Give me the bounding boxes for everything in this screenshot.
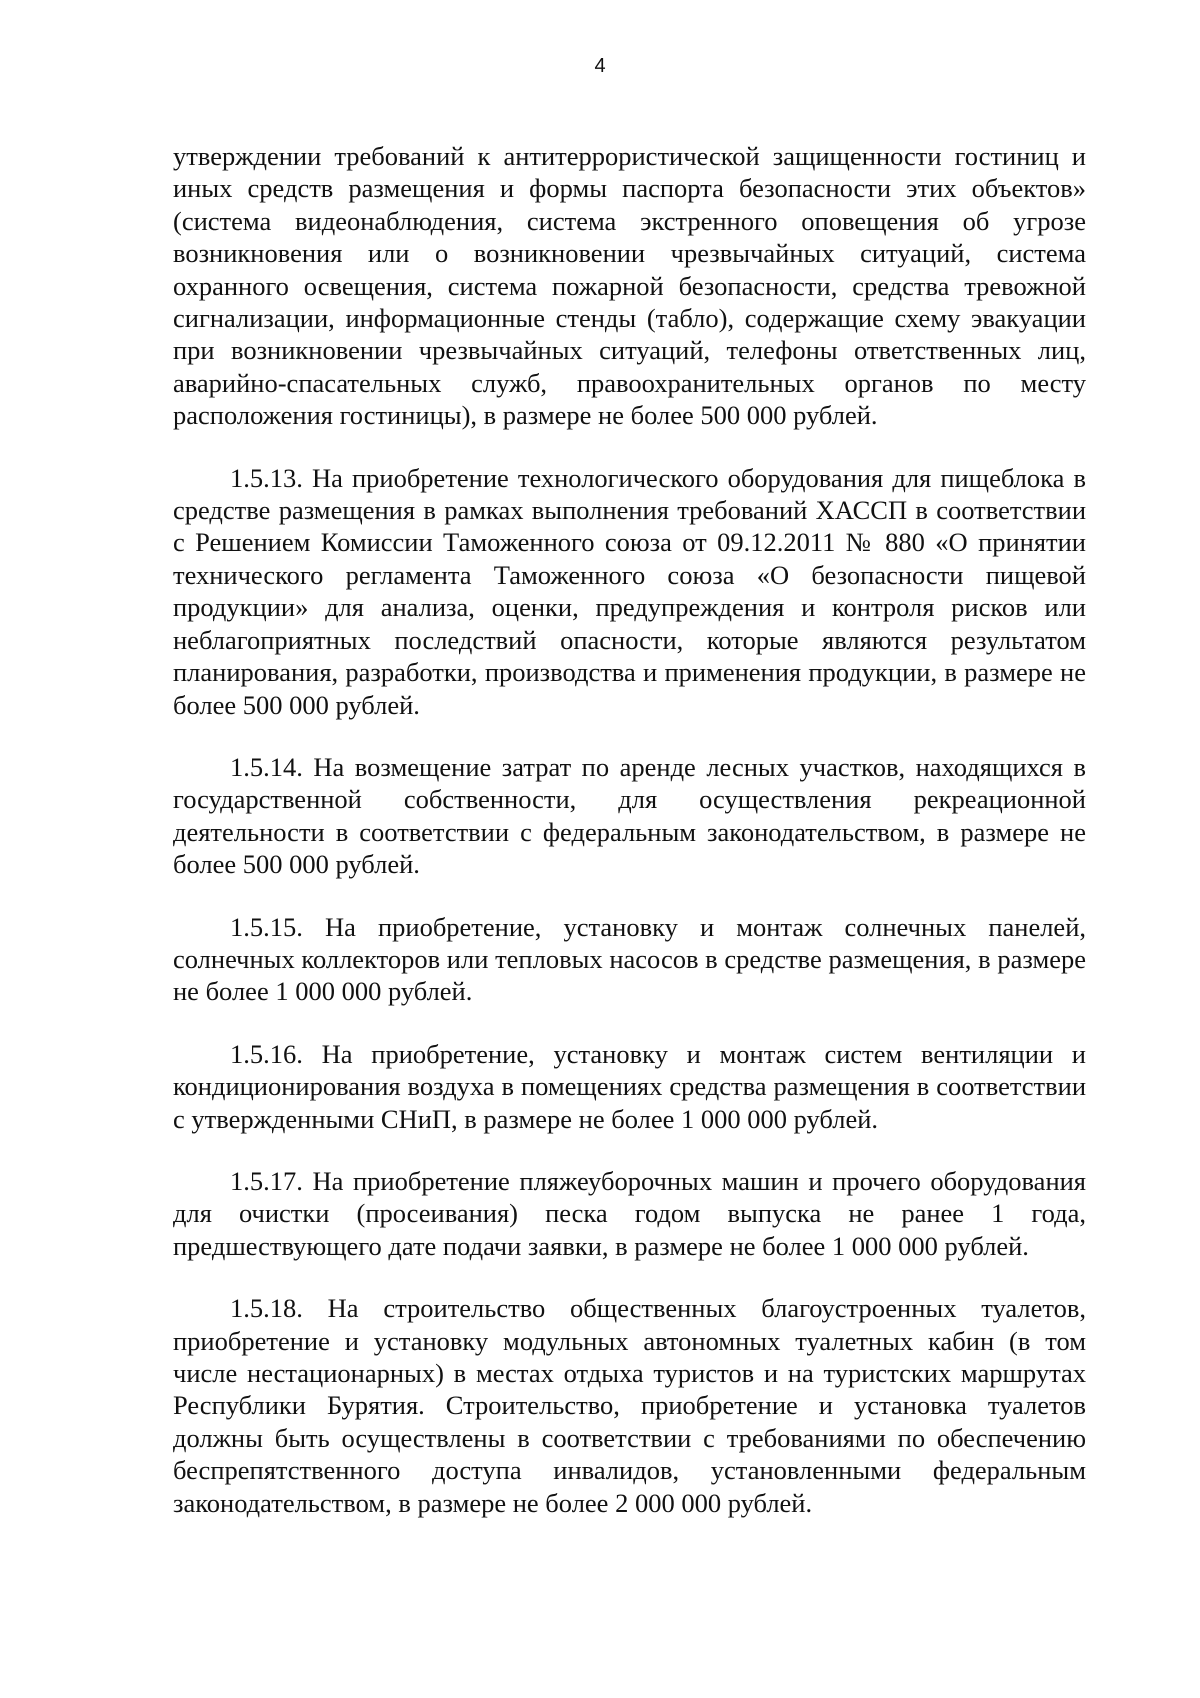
document-body xyxy=(173,140,1086,1549)
paragraph-1-5-16: 1.5.16. На приобретение, установку и монтаж систем вентиляции и кондиционирования воздуха в помещениях средства размещения в соответствии с утвержденными СНиП, в размере не более 1 000 000 рублей. xyxy=(173,1038,1086,1134)
paragraph-1-5-17: 1.5.17. На приобретение пляжеуборочных машин и прочего оборудования для очистки (просеивания) песка годом выпуска не ранее 1 года, предшествующего дате подачи заявки, в размере не более 1 000 000 рублей. xyxy=(173,1165,1086,1261)
paragraph-1-5-13: 1.5.13. На приобретение технологического оборудования для пищеблока в средстве размещения в рамках выполнения требований ХАССП в соответствии с Решением Комиссии Таможенного союза от 09.12.2011 № 880 «О принятии технического регламента Таможенного союза «О безопасности пищевой продукции» для анализа, оценки, предупреждения и контроля рисков или неблагоприятных последствий опасности, которые являются результатом планирования, разработки, производства и применения продукции, в размере не более 500 000 рублей. xyxy=(173,462,1086,720)
paragraph-1-5-14: 1.5.14. На возмещение затрат по аренде лесных участков, находящихся в государственной собственности, для осуществления рекреационной деятельности в соответствии с федеральным законодательством, в размере не более 500 000 рублей. xyxy=(173,751,1086,880)
page-number: 4 xyxy=(594,55,606,77)
paragraph-1-5-15: 1.5.15. На приобретение, установку и монтаж солнечных панелей, солнечных коллекторов или тепловых насосов в средстве размещения, в размере не более 1 000 000 рублей. xyxy=(173,911,1086,1007)
paragraph-1-5-18: 1.5.18. На строительство общественных благоустроенных туалетов, приобретение и установку модульных автономных туалетных кабин (в том числе нестационарных) в местах отдыха туристов и на туристских маршрутах Республики Бурятия. Строительство, приобретение и установка туалетов должны быть осуществлены в соответствии с требованиями по обеспечению беспрепятственного доступа инвалидов, установленными федеральным законодательством, в размере не более 2 000 000 рублей. xyxy=(173,1293,1086,1518)
paragraph-continuation: утверждении требований к антитеррористической защищенности гостиниц и иных средств размещения и формы паспорта безопасности этих объектов» (система видеонаблюдения, система экстренного оповещения об угрозе возникновения или о возникновении чрезвычайных ситуаций, система охранного освещения, система пожарной безопасности, средства тревожной сигнализации, информационные стенды (табло), содержащие схему эвакуации при возникновении чрезвычайных ситуаций, телефоны ответственных лиц, аварийно-спасательных служб, правоохранительных органов по месту расположения гостиницы), в размере не более 500 000 рублей. xyxy=(173,141,1086,431)
